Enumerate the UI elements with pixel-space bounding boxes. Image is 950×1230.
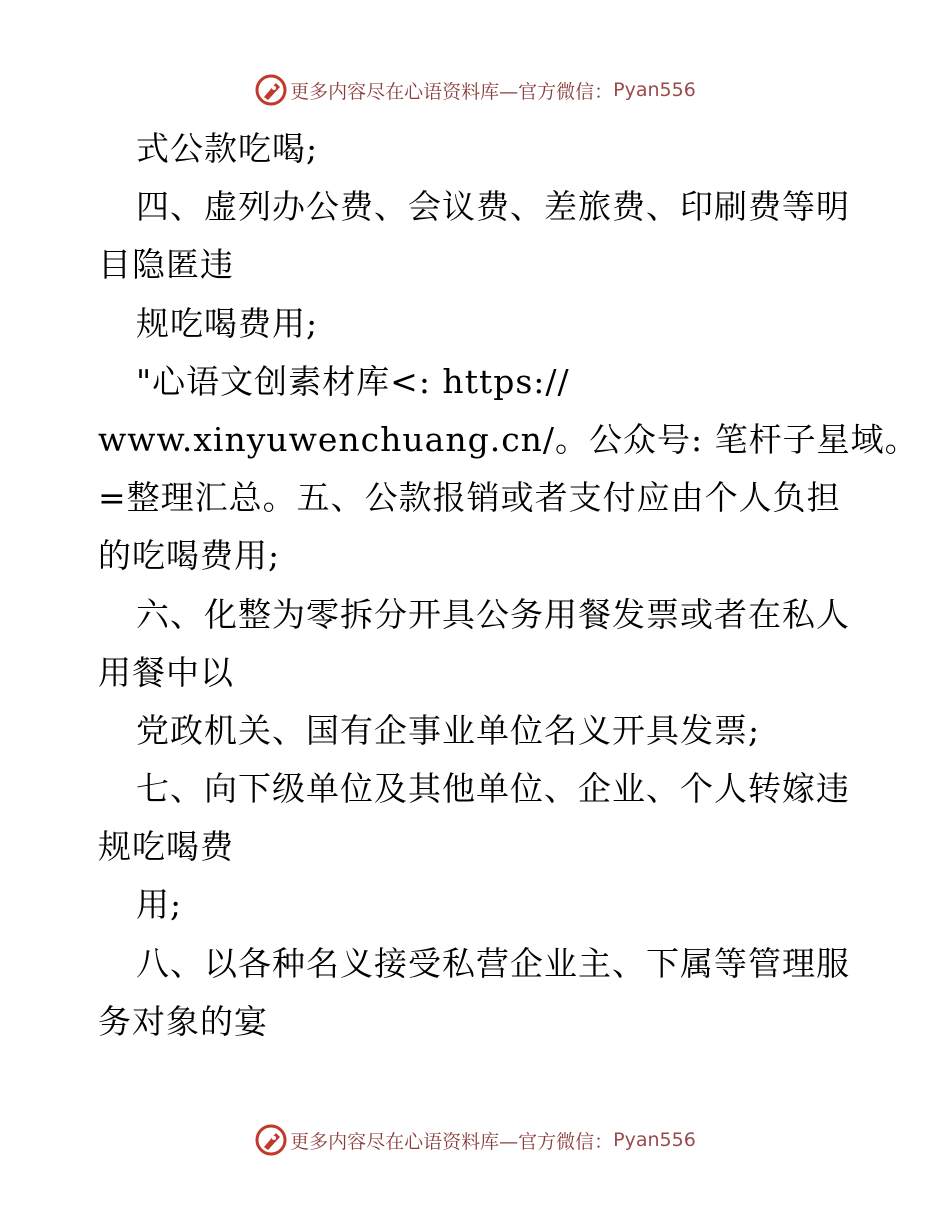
header-banner-text: 更多内容尽在心语资料库—官方微信： — [290, 80, 614, 103]
text-line: "心语文创素材库<: https:// — [136, 361, 570, 401]
text-line: 的吃喝费用; — [98, 536, 281, 576]
text-line: 规吃喝费用; — [136, 303, 319, 343]
text-line: 四、虚列办公费、会议费、差旅费、印刷费等明 — [136, 187, 850, 227]
text-line: 用餐中以 — [98, 652, 234, 692]
pen-nib-logo-icon — [254, 73, 288, 107]
text-line: www.xinyuwenchuang.cn/。公众号: 笔杆子星域。 — [98, 419, 919, 459]
header-wechat-id: Pyan556 — [613, 79, 696, 101]
text-line: 目隐匿违 — [98, 245, 234, 285]
document-body — [98, 120, 919, 1051]
footer-banner-text: 更多内容尽在心语资料库—官方微信： — [290, 1130, 614, 1153]
footer-banner — [0, 1120, 950, 1160]
pen-nib-logo-icon — [254, 1123, 288, 1157]
header-banner — [0, 70, 950, 110]
text-line: 用; — [136, 885, 183, 925]
text-line: 规吃喝费 — [98, 827, 234, 867]
text-line: =整理汇总。五、公款报销或者支付应由个人负担 — [98, 478, 841, 518]
text-line: 七、向下级单位及其他单位、企业、个人转嫁违 — [136, 769, 850, 809]
footer-wechat-id: Pyan556 — [613, 1129, 696, 1151]
text-line: 式公款吃喝; — [136, 129, 319, 168]
text-line: 党政机关、国有企事业单位名义开具发票; — [136, 710, 761, 750]
text-line: 务对象的宴 — [98, 1001, 268, 1041]
text-line: 六、化整为零拆分开具公务用餐发票或者在私人 — [136, 594, 850, 634]
text-line: 八、以各种名义接受私营企业主、下属等管理服 — [136, 943, 850, 983]
